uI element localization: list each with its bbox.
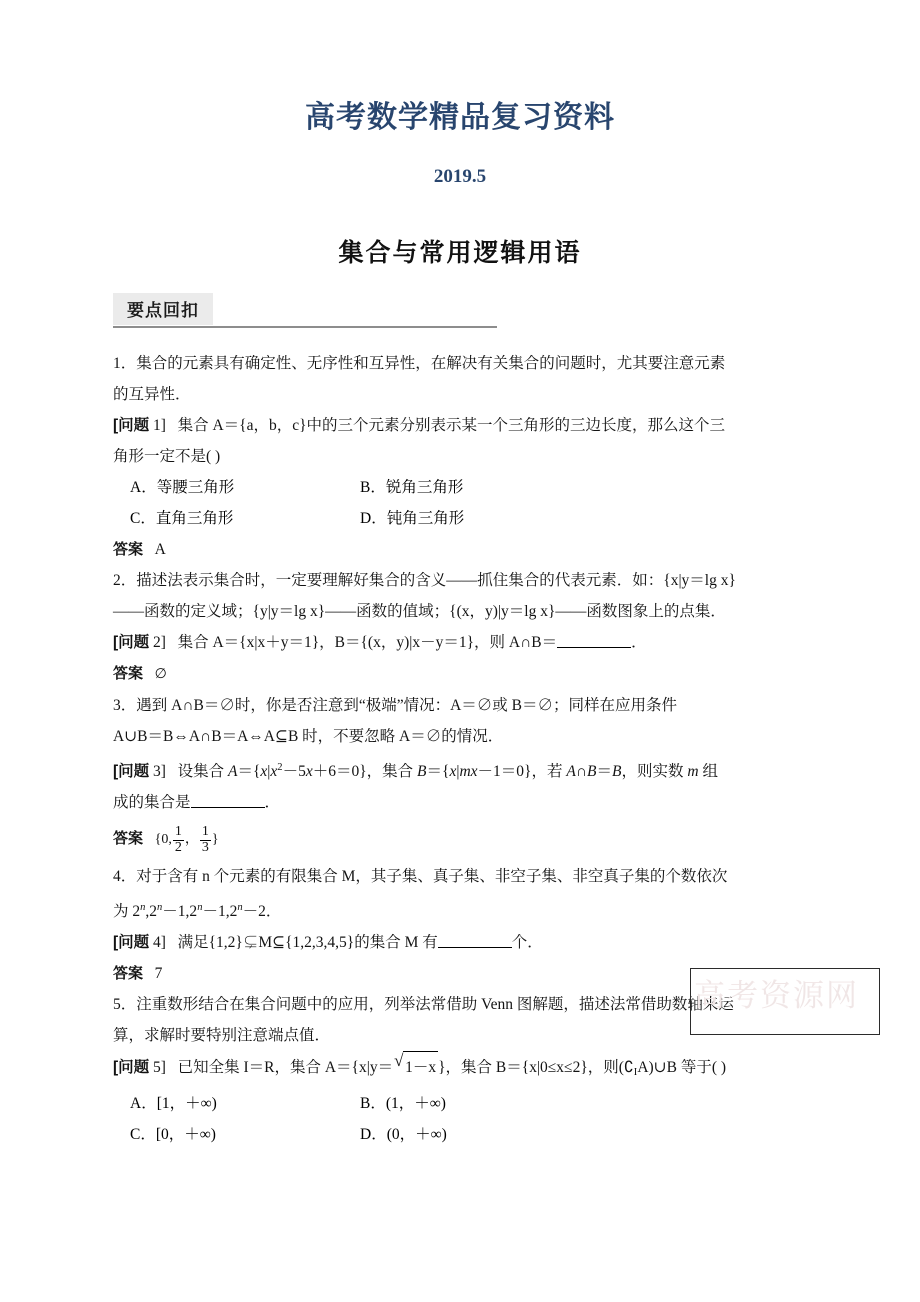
problem-4-tail: 个．	[511, 934, 543, 952]
option-1d-text: 钝角三角形	[386, 510, 465, 527]
option-1a-text: 等腰三角形	[156, 479, 235, 496]
problem-3-tail: ．	[264, 794, 281, 812]
item-1-line-2: 的互异性．	[113, 386, 191, 403]
option-5b-text: (1，＋∞)	[385, 1095, 446, 1113]
problem-3-line-1	[113, 752, 813, 787]
problem-3-text-1: 设集合 $A=\{x|x^2-5x+6=0\}$，集合 B＝{x|mx－1＝0}，若 A∩B＝B，则实数 m 组	[177, 762, 718, 781]
problem-5-text-c: A)∪B 等于( )	[637, 1059, 727, 1077]
option-1a-key: A．	[130, 479, 157, 496]
item-2-line-2: ——函数的定义域；{y|y＝lg x}——函数的值域；{(x，y)|y＝lg x}——函数图象上的点集．	[113, 603, 726, 620]
option-1d-key: D．	[360, 510, 387, 527]
option-1c[interactable]	[113, 503, 360, 534]
chapter-title: 集合与常用逻辑用语	[338, 239, 582, 267]
problem-3-blank	[191, 794, 265, 808]
answer-2	[113, 658, 813, 690]
problem-3-line-2	[113, 787, 813, 818]
answer-2-value: ∅	[154, 667, 167, 682]
problem-5-options-row-1	[113, 1088, 813, 1119]
answer-3	[113, 818, 813, 861]
problem-5-subscript: I	[633, 1067, 638, 1079]
option-1d[interactable]	[360, 503, 590, 534]
option-5b[interactable]	[360, 1088, 590, 1119]
option-5b-key: B．	[360, 1095, 386, 1113]
item-1-line-1: 1．集合的元素具有确定性、无序性和互异性，在解决有关集合的问题时，尤其要注意元素	[113, 355, 726, 372]
option-5c-text: [0，＋∞)	[155, 1126, 216, 1144]
square-root-icon: √ 1－x	[394, 1051, 438, 1083]
item-2-line-1: 2．描述法表示集合时，一定要理解好集合的含义——抓住集合的代表元素．如：{x|y＝lg x}	[113, 572, 736, 589]
problem-5-options-row-2	[113, 1119, 813, 1150]
problem-5-label: [问题 5]	[113, 1059, 166, 1077]
answer-4-label: 答案	[113, 965, 144, 983]
option-1a[interactable]	[113, 472, 360, 503]
option-5a[interactable]	[113, 1088, 360, 1119]
item-5-line-2: 算，求解时要特别注意端点值．	[113, 1027, 331, 1045]
problem-1-text-1: 集合 A＝{a，b，c}中的三个元素分别表示某一个三角形的三边长度，那么这个三	[177, 417, 726, 434]
answer-1-value: A	[154, 541, 166, 558]
problem-2-tail: ．	[631, 634, 647, 651]
option-1c-key: C．	[130, 510, 156, 527]
problem-4-text: 满足{1,2}⊊M⊆{1,2,3,4,5}的集合 M 有	[177, 934, 438, 952]
problem-3-text-2: 成的集合是	[113, 794, 191, 812]
item-4-line-2: 为 $2^n,2^n-1,2^n-1,2^n-2$．	[113, 902, 282, 921]
answer-2-label: 答案	[113, 665, 144, 682]
section-header-label: 要点回扣	[113, 293, 213, 325]
problem-4-line	[113, 927, 813, 958]
option-5c-key: C．	[130, 1126, 156, 1144]
answer-3-suffix: }	[211, 832, 219, 848]
option-5c[interactable]	[113, 1119, 360, 1150]
answer-3-value	[154, 824, 219, 855]
answer-4-value: 7	[154, 965, 163, 983]
option-5a-key: A．	[130, 1095, 157, 1113]
option-5a-text: [1，＋∞)	[156, 1095, 217, 1113]
answer-3-prefix: {0,	[154, 832, 172, 848]
item-5-line-1: 5．注重数形结合在集合问题中的应用，列举法常借助 Venn 图解题，描述法常借助数轴来运	[113, 996, 734, 1014]
problem-3-label: [问题 3]	[113, 763, 166, 781]
option-5d-key: D．	[360, 1126, 387, 1144]
item-3-line-1: 3．遇到 A∩B＝∅时，你是否注意到“极端”情况：A＝∅或 B＝∅；同样在应用条件	[113, 697, 678, 714]
problem-1-label: [问题 1]	[113, 417, 166, 434]
answer-1	[113, 534, 813, 565]
option-1b-text: 锐角三角形	[385, 479, 464, 496]
answer-1-label: 答案	[113, 541, 144, 558]
problem-2-blank	[557, 634, 631, 648]
answer-3-fraction-1: $\frac{1}{2}$	[174, 824, 182, 855]
document-title: 高考数学精品复习资料	[305, 101, 615, 134]
problem-5-radicand: 1－x	[403, 1051, 438, 1083]
problem-5-text-b: }，集合 B＝{x|0≤x≤2}，则(∁	[438, 1059, 634, 1077]
problem-4-label: [问题 4]	[113, 934, 166, 952]
problem-1-options-row-2	[113, 503, 813, 534]
problem-2-label: [问题 2]	[113, 634, 166, 651]
section-header	[113, 293, 497, 328]
document-date: 2019.5	[433, 166, 487, 187]
watermark-box	[690, 968, 880, 1035]
option-1c-text: 直角三角形	[155, 510, 234, 527]
item-4-line-1: 4．对于含有 n 个元素的有限集合 M，其子集、真子集、非空子集、非空真子集的个数依次	[113, 868, 728, 886]
item-3-line-2: A∪B＝B⇔A∩B＝A⇔A⊆B 时，不要忽略 A＝∅的情况．	[113, 728, 504, 745]
watermark-text: 高考资源网	[694, 978, 859, 1013]
problem-5-line	[113, 1051, 813, 1088]
problem-2-line	[113, 627, 813, 658]
answer-3-label: 答案	[113, 830, 144, 848]
problem-1-line-1	[113, 410, 813, 441]
problem-4-blank	[438, 934, 512, 948]
problem-1-options-row-1	[113, 472, 813, 503]
option-5d-text: (0，＋∞)	[386, 1126, 447, 1144]
problem-5-text-a: 已知全集 I＝R，集合 A＝{x|y＝	[177, 1059, 394, 1077]
answer-3-fraction-2: $\frac{1}{3}$	[201, 824, 209, 855]
option-1b-key: B．	[360, 479, 386, 496]
option-5d[interactable]	[360, 1119, 590, 1150]
option-1b[interactable]	[360, 472, 590, 503]
problem-1-line-2: 角形一定不是( )	[113, 448, 221, 465]
problem-2-text: 集合 A＝{x|x＋y＝1}，B＝{(x，y)|x－y＝1}，则 A∩B＝	[177, 634, 558, 651]
answer-3-separator: ，	[184, 832, 199, 848]
